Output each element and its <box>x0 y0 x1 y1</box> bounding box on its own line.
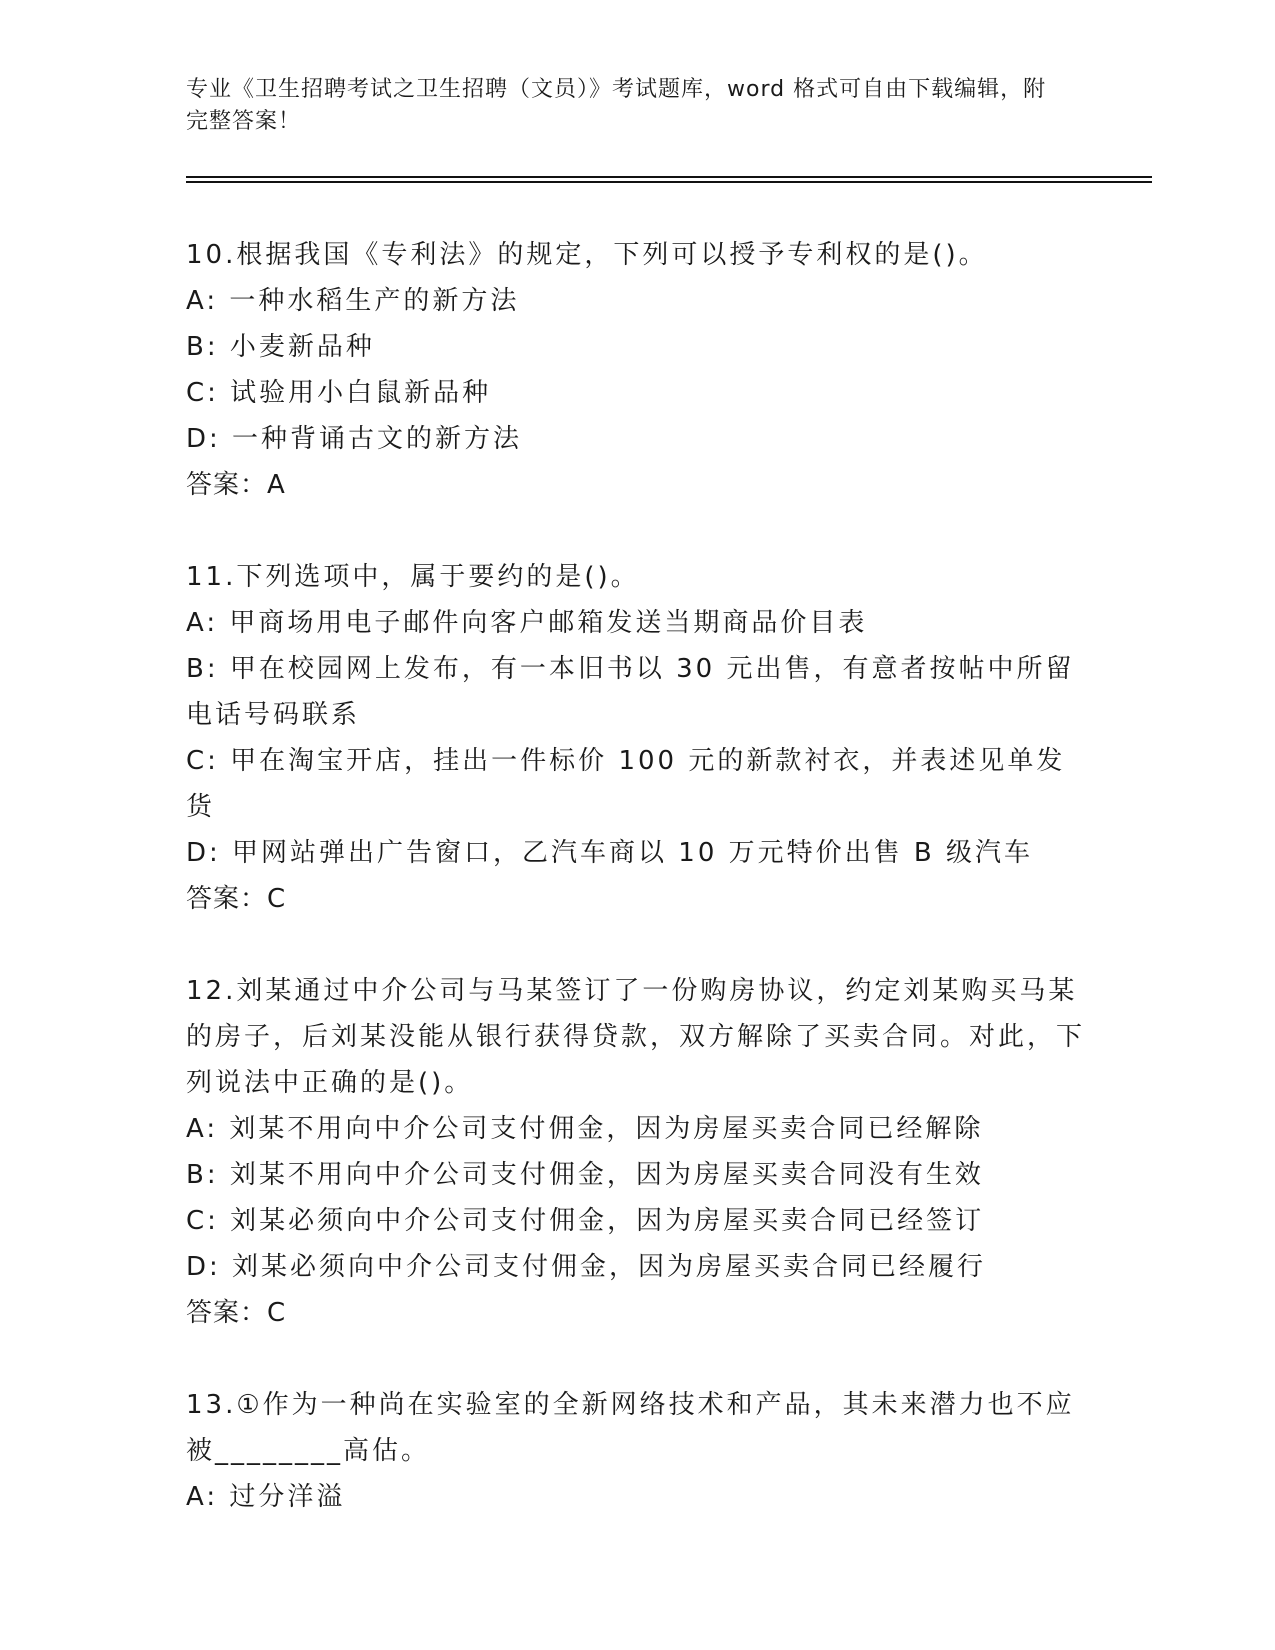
question-stem: 10.根据我国《专利法》的规定，下列可以授予专利权的是()。 <box>186 240 988 270</box>
option-a: A: 一种水稻生产的新方法 <box>186 286 520 316</box>
option-d: D: 一种背诵古文的新方法 <box>186 424 523 454</box>
answer-line: 答案：C <box>186 1298 287 1328</box>
option-b: B: 小麦新品种 <box>186 332 375 362</box>
option-c: C: 甲在淘宝开店，挂出一件标价 100 元的新款衬衣，并表述见单发货 <box>186 746 1066 822</box>
document-header: 专业《卫生招聘考试之卫生招聘（文员）》考试题库，word 格式可自由下载编辑，附完整答案！ <box>186 77 1047 134</box>
option-c: C: 刘某必须向中介公司支付佣金，因为房屋买卖合同已经签订 <box>186 1206 985 1236</box>
question-stem: 12.刘某通过中介公司与马某签订了一份购房协议，约定刘某购买马某的房子，后刘某没能从银行获得贷款，双方解除了买卖合同。对此，下列说法中正确的是()。 <box>186 976 1086 1098</box>
answer-line: 答案：C <box>186 884 287 914</box>
option-a: A: 刘某不用向中介公司支付佣金，因为房屋买卖合同已经解除 <box>186 1114 984 1144</box>
option-b: B: 刘某不用向中介公司支付佣金，因为房屋买卖合同没有生效 <box>186 1160 984 1190</box>
option-c: C: 试验用小白鼠新品种 <box>186 378 492 408</box>
question-stem: 11.下列选项中，属于要约的是()。 <box>186 562 640 592</box>
question-stem: 13.①作为一种尚在实验室的全新网络技术和产品，其未来潜力也不应被________高估。 <box>186 1390 1075 1466</box>
option-b: B: 甲在校园网上发布，有一本旧书以 30 元出售，有意者按帖中所留电话号码联系 <box>186 654 1075 730</box>
option-a: A: 过分洋溢 <box>186 1482 346 1512</box>
question-list <box>186 232 1086 1566</box>
question-13 <box>186 1382 1086 1520</box>
header-divider-top <box>186 176 1152 178</box>
option-d: D: 刘某必须向中介公司支付佣金，因为房屋买卖合同已经履行 <box>186 1252 987 1282</box>
question-11 <box>186 554 1086 922</box>
question-12 <box>186 968 1086 1336</box>
header-divider-bottom <box>186 181 1152 183</box>
question-10 <box>186 232 1086 508</box>
answer-line: 答案：A <box>186 470 286 500</box>
option-d: D: 甲网站弹出广告窗口，乙汽车商以 10 万元特价出售 B 级汽车 <box>186 838 1034 868</box>
option-a: A: 甲商场用电子邮件向客户邮箱发送当期商品价目表 <box>186 608 868 638</box>
